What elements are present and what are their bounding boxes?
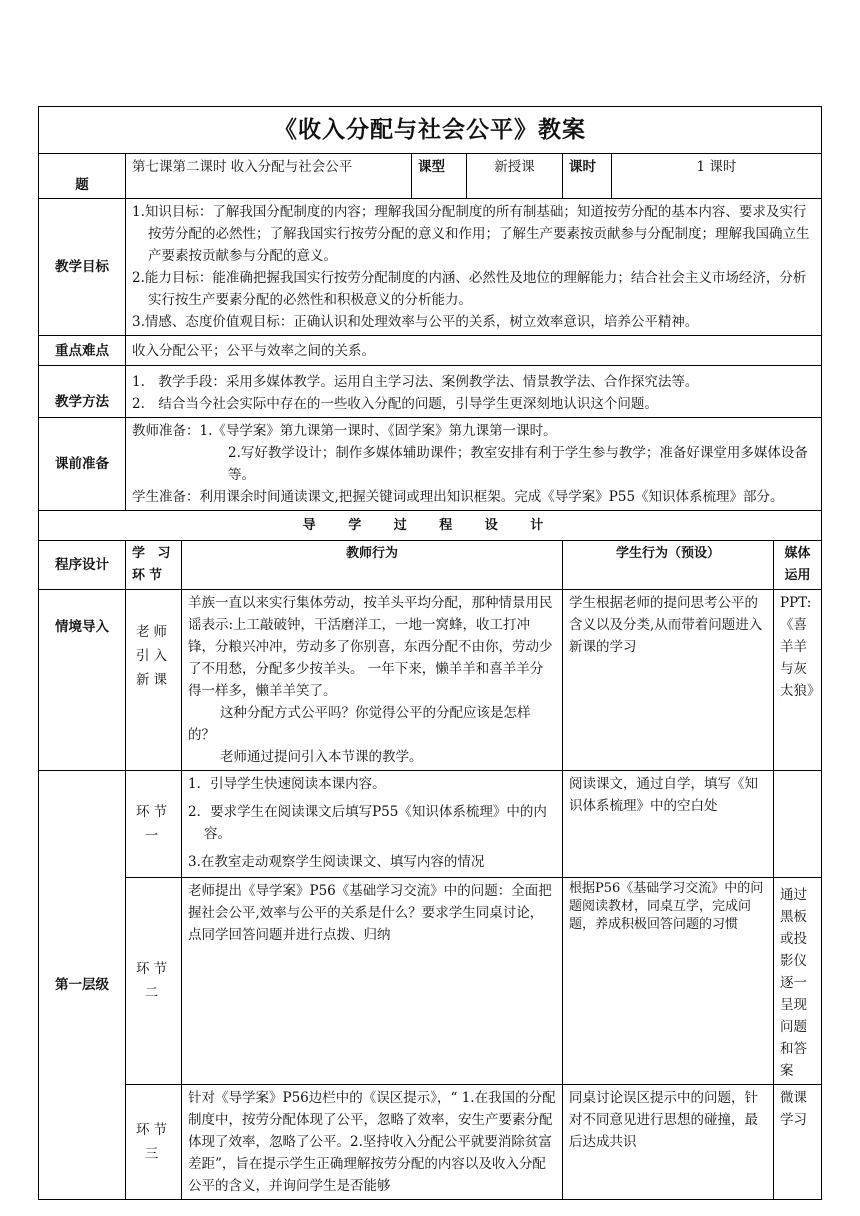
step2-teacher: 老师提出《导学案》P56《基础学习交流》中的问题：全面把握社会公平,效率与公平的关系是什么？要求学生同桌讨论，点同学回答问题并进行点拨、归纳 [182, 878, 563, 1085]
step1-media [774, 771, 822, 878]
step1-teacher [182, 771, 563, 878]
methods-content [126, 366, 822, 418]
step1-teacher-1: 1．引导学生快速阅读本课内容。 [188, 776, 386, 792]
step1-teacher-3: 3.在教室走动观察学生阅读课文、填写内容的情况 [188, 854, 485, 870]
student-prep: 学生准备：利用课余时间通读课文,把握关键词或理出知识框架。完成《导学案》P55《知识体系梳理》部分。 [132, 489, 784, 505]
goal-attitude: 3.情感、态度价值观目标：正确认识和处理效率与公平的关系，树立效率意识，培养公平精神。 [132, 314, 699, 330]
step3-label: 环节三 [126, 1085, 182, 1200]
teacher-prep-2: 2.写好教学设计；制作多媒体辅助课件；教室安排有利于学生参与教学；准备好课堂用多媒体设备等。 [228, 445, 808, 483]
document-title: 《收入分配与社会公平》教案 [39, 107, 822, 154]
header-teacher: 教师行为 [182, 541, 563, 590]
topic-value: 第七课第二课时 收入分配与社会公平 [126, 154, 412, 199]
level1-program: 第一层级 [39, 771, 126, 1200]
lesson-plan [38, 106, 821, 1200]
step3-media: 微课学习 [774, 1085, 822, 1200]
goals-label: 教学目标 [39, 199, 126, 336]
intro-program: 情境导入 [39, 590, 126, 771]
design-title-row [39, 511, 822, 541]
header-student: 学生行为（预设） [563, 541, 774, 590]
methods-row [39, 366, 822, 418]
intro-teacher-note: 老师通过提问引入本节课的教学。 [220, 749, 423, 765]
intro-row [39, 590, 822, 771]
goals-content [126, 199, 822, 336]
step1-row [39, 771, 822, 878]
step2-student: 根据P56《基础学习交流》中的问题阅读教材，同桌互学，完成问题，养成积极回答问题的习惯 [563, 878, 774, 1085]
type-label: 课型 [412, 154, 467, 199]
step3-student: 同桌讨论误区提示中的问题，针对不同意见进行思想的碰撞，最后达成共识 [563, 1085, 774, 1200]
info-row [39, 154, 822, 199]
title-row [39, 107, 822, 154]
step2-label: 环节二 [126, 878, 182, 1085]
intro-student: 学生根据老师的提问思考公平的含义以及分类,从而带着问题进入新课的学习 [563, 590, 774, 771]
intro-step: 老师引入新课 [126, 590, 182, 771]
methods-label: 教学方法 [39, 366, 126, 418]
goal-knowledge: 1.知识目标：了解我国分配制度的内容；理解我国分配制度的所有制基础；知道按劳分配的基本内容、要求及实行按劳分配的必然性；了解我国实行按劳分配的意义和作用；了解生产要素按贡献参与分配制度；理解我国确立生产要素按贡献参与分配的意义。 [132, 204, 810, 264]
design-title: 导 学 过 程 设 计 [39, 511, 822, 541]
step1-label: 环节一 [126, 771, 182, 878]
intro-teacher-story: 羊族一直以来实行集体劳动，按羊头平均分配，那种情景用民谣表示:上工敲破钟，干活磨洋工，一地一窝蜂，收工打冲锋，分粮兴冲冲，劳动多了你别喜，东西分配不由你，劳动少了不用愁，分配多少按羊头。 一年下来，懒羊羊和喜羊羊分得一样多，懒羊羊笑了。 [188, 595, 553, 699]
header-program: 程序设计 [39, 541, 126, 590]
step2-media: 通过黑板或投影仪逐一呈现问题和答案 [774, 878, 822, 1085]
hours-value: 1 课时 [612, 154, 822, 199]
step3-teacher: 针对《导学案》P56边栏中的《误区提示》，“ 1.在我国的分配制度中，按劳分配体现了公平，忽略了效率，安生产要素分配体现了效率，忽略了公平。2.坚持收入分配公平就要消除贫富差距”，旨在提示学生正确理解按劳分配的内容以及收入分配公平的含义，并询问学生是否能够 [182, 1085, 563, 1200]
method-1: 1. 教学手段：采用多媒体教学。运用自主学习法、案例教学法、情景教学法、合作探究法等。 [132, 374, 699, 390]
header-step: 学 习 环节 [126, 541, 182, 590]
lesson-plan-table [38, 106, 822, 1200]
goals-row [39, 199, 822, 336]
key-row [39, 336, 822, 366]
prep-content [126, 418, 822, 511]
intro-teacher-question: 这种分配方式公平吗？你觉得公平的分配应该是怎样的？ [188, 705, 531, 743]
intro-media: PPT:《喜羊羊与灰太狼》 [774, 590, 822, 771]
header-row [39, 541, 822, 590]
type-value: 新授课 [467, 154, 563, 199]
hours-label: 课时 [563, 154, 612, 199]
goal-ability: 2.能力目标：能准确把握我国实行按劳分配制度的内涵、必然性及地位的理解能力；结合社会主义市场经济，分析实行按生产要素分配的必然性和积极意义的分析能力。 [132, 270, 807, 308]
step2-row [39, 878, 822, 1085]
key-text: 收入分配公平；公平与效率之间的关系。 [126, 336, 822, 366]
teacher-prep-1: 教师准备：1.《导学案》第九课第一课时、《固学案》第九课第一课时。 [132, 423, 557, 439]
method-2: 2. 结合当今社会实际中存在的一些收入分配的问题，引导学生更深刻地认识这个问题。 [132, 396, 658, 412]
step1-teacher-2: 2．要求学生在阅读课文后填写P55《知识体系梳理》中的内容。 [188, 804, 547, 842]
header-media: 媒体运用 [774, 541, 822, 590]
prep-row [39, 418, 822, 511]
step3-row [39, 1085, 822, 1200]
step1-student: 阅读课文，通过自学，填写《知识体系梳理》中的空白处 [563, 771, 774, 878]
key-label: 重点难点 [39, 336, 126, 366]
topic-label: 题 [39, 154, 126, 199]
intro-teacher [182, 590, 563, 771]
prep-label: 课前准备 [39, 418, 126, 511]
